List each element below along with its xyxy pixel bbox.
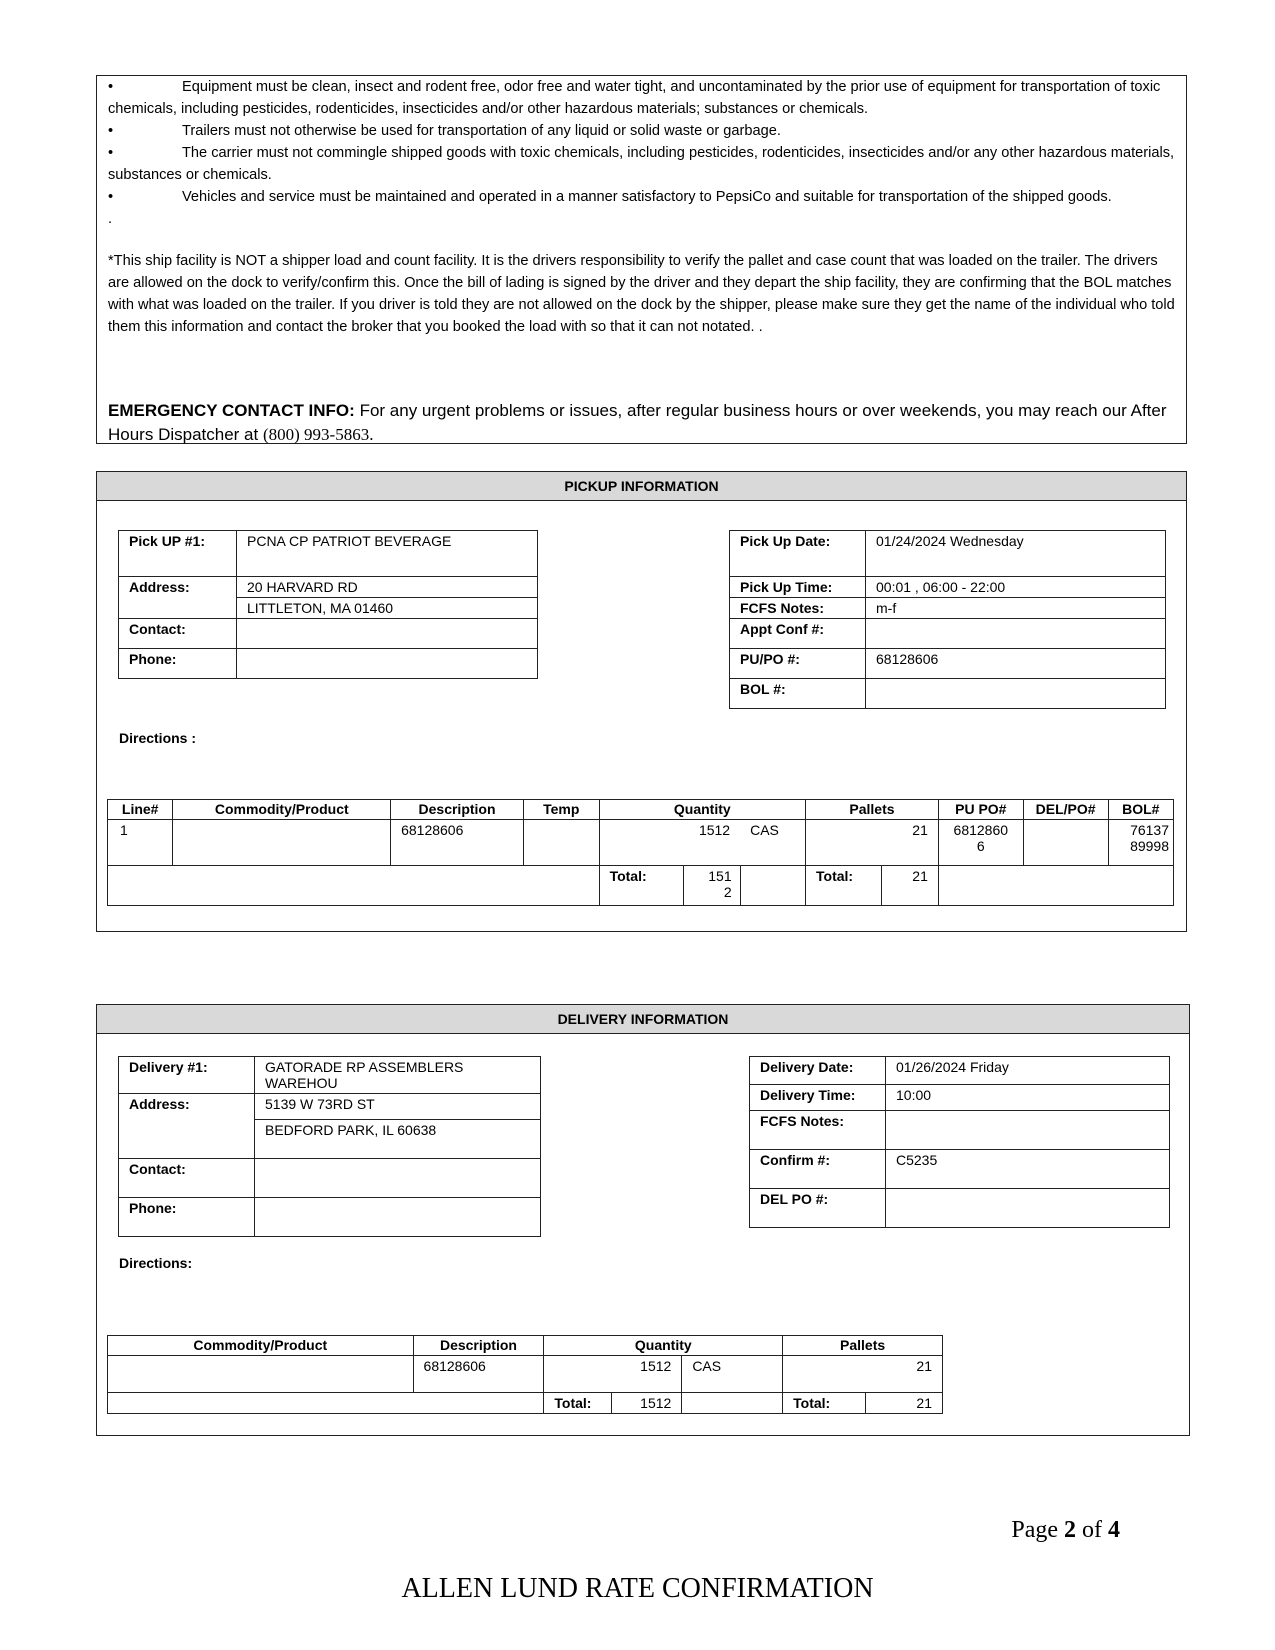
contact-label: Contact: (119, 619, 237, 649)
total-qty-value: 151 2 (684, 866, 740, 906)
pupo-label: PU/PO #: (730, 649, 866, 679)
bol-label: BOL #: (730, 679, 866, 709)
delivery-label: Delivery #1: (119, 1057, 255, 1094)
col-quantity: Quantity (544, 1336, 783, 1356)
cell-qty: 1512 (544, 1356, 682, 1393)
contact-value (237, 619, 538, 649)
terms-box (96, 75, 1187, 444)
bullet-text: Trailers must not otherwise be used for transportation of any liquid or solid waste or garbage. (182, 123, 781, 139)
terms-bullet: • Vehicles and service must be maintained and operated in a manner satisfactory to PepsiCo and suitable for transportation of the shipped goods. (108, 186, 1178, 208)
address-line1: 5139 W 73RD ST (255, 1094, 541, 1120)
total-qty-value: 1512 (612, 1393, 682, 1414)
phone-label: Phone: (119, 1198, 255, 1237)
pupo-value: 68128606 (866, 649, 1166, 679)
delpo-label: DEL PO #: (750, 1189, 886, 1228)
totals-row (108, 866, 1174, 906)
cell-description: 68128606 (391, 820, 524, 866)
terms-dot: . (108, 211, 113, 227)
pickup-label: Pick UP #1: (119, 531, 237, 577)
fcfs-value (886, 1111, 1170, 1150)
delivery-section (96, 1004, 1190, 1436)
total-qty-label: Total: (599, 866, 684, 906)
cell-pupo: 6812860 6 (938, 820, 1023, 866)
bullet-text: Equipment must be clean, insect and rodent free, odor free and water tight, and uncontaminated by the prior use of equipment for transportation of toxic chemicals, including pesticides, rodenticides, insecticides and/or other hazardous materials; substances or chemicals. (108, 79, 1161, 117)
col-pallets: Pallets (806, 800, 939, 820)
cell-line: 1 (108, 820, 173, 866)
bullet-text: Vehicles and service must be maintained and operated in a manner satisfactory to PepsiCo and suitable for transportation of the shipped goods. (182, 189, 1112, 205)
delivery-date-value: 01/26/2024 Friday (886, 1057, 1170, 1085)
delivery-schedule-table (749, 1056, 1170, 1228)
cell-unit: CAS (682, 1356, 783, 1393)
delivery-value: GATORADE RP ASSEMBLERS WAREHOU (255, 1057, 541, 1094)
pickup-info-table (118, 530, 538, 679)
fcfs-label: FCFS Notes: (730, 598, 866, 619)
terms-bullet: • Trailers must not otherwise be used for transportation of any liquid or solid waste or garbage. (108, 120, 1178, 142)
col-pupo: PU PO# (938, 800, 1023, 820)
cell-description: 68128606 (413, 1356, 544, 1393)
delivery-directions-label: Directions: (119, 1255, 193, 1271)
pickup-directions-label: Directions : (119, 730, 197, 746)
bol-value (866, 679, 1166, 709)
col-commodity: Commodity/Product (108, 1336, 414, 1356)
cell-commodity (108, 1356, 414, 1393)
totals-row (108, 1393, 943, 1414)
address-label: Address: (119, 1094, 255, 1120)
contact-value (255, 1159, 541, 1198)
terms-bullet: • Equipment must be clean, insect and rodent free, odor free and water tight, and uncontaminated by the prior use of equipment for transportation of toxic chemicals, including pesticides, rodenticides, insecticides and/or other hazardous materials; substances or chemicals. (108, 76, 1178, 120)
emergency-label: EMERGENCY CONTACT INFO: (108, 401, 355, 420)
phone-value (237, 649, 538, 679)
total-pallets-value: 21 (866, 1393, 943, 1414)
terms-bullet: • The carrier must not commingle shipped goods with toxic chemicals, including pesticides, rodenticides, insecticides and/or any other hazardous materials, substances or chemicals. (108, 142, 1178, 186)
table-row (108, 820, 1174, 866)
delivery-info-table (118, 1056, 541, 1237)
pickup-commodity-table (107, 799, 1174, 906)
col-delpo: DEL/PO# (1023, 800, 1108, 820)
document-title: ALLEN LUND RATE CONFIRMATION (401, 1573, 874, 1604)
appt-value (866, 619, 1166, 649)
emergency-phone: (800) 993-5863 (262, 425, 370, 444)
table-row (108, 1356, 943, 1393)
phone-label: Phone: (119, 649, 237, 679)
emergency-contact: EMERGENCY CONTACT INFO: For any urgent problems or issues, after regular business hours or over weekends, you may reach our After Hours Dispatcher at (800) 993-5863. (108, 401, 1167, 444)
total-qty-label: Total: (544, 1393, 612, 1414)
pickup-value: PCNA CP PATRIOT BEVERAGE (237, 531, 538, 577)
col-description: Description (391, 800, 524, 820)
pickup-time-label: Pick Up Time: (730, 577, 866, 598)
contact-label: Contact: (119, 1159, 255, 1198)
pickup-date-value: 01/24/2024 Wednesday (866, 531, 1166, 577)
col-bol: BOL# (1108, 800, 1173, 820)
fcfs-label: FCFS Notes: (750, 1111, 886, 1150)
total-pallets-label: Total: (783, 1393, 866, 1414)
cell-temp (523, 820, 599, 866)
confirm-label: Confirm #: (750, 1150, 886, 1189)
col-line: Line# (108, 800, 173, 820)
delivery-date-label: Delivery Date: (750, 1057, 886, 1085)
page-number: Page 2 of 4 (1011, 1517, 1120, 1543)
bullet-text: The carrier must not commingle shipped goods with toxic chemicals, including pesticides, rodenticides, insecticides and/or any other hazardous materials, substances or chemicals. (108, 145, 1175, 183)
col-pallets: Pallets (783, 1336, 943, 1356)
shipper-notice: *This ship facility is NOT a shipper load and count facility. It is the drivers responsibility to verify the pallet and case count that was loaded on the trailer. The drivers are allowed on the dock to verify/confirm this. Once the bill of lading is signed by the driver and they depart the ship facility, they are confirming that the BOL matches with what was loaded on the trailer. If you driver is told they are not allowed on the dock by the shipper, please make sure they get the name of the individual who told them this information and contact the broker that you booked the load with so that it can not notated. . (108, 253, 1175, 335)
phone-value (255, 1198, 541, 1237)
emergency-text: For any urgent problems or issues, after regular business hours or over weekends, you may reach our After Hours Dispatcher at (108, 401, 1167, 444)
fcfs-value: m-f (866, 598, 1166, 619)
pickup-schedule-table (729, 530, 1166, 709)
pickup-section (96, 471, 1187, 932)
address-line2: LITTLETON, MA 01460 (237, 598, 538, 619)
cell-qty: 1512 (599, 820, 740, 866)
delivery-time-label: Delivery Time: (750, 1085, 886, 1111)
total-pallets-value: 21 (881, 866, 938, 906)
address-line2: BEDFORD PARK, IL 60638 (255, 1120, 541, 1159)
col-commodity: Commodity/Product (173, 800, 391, 820)
pickup-time-value: 00:01 , 06:00 - 22:00 (866, 577, 1166, 598)
delivery-commodity-table (107, 1335, 943, 1414)
pickup-date-label: Pick Up Date: (730, 531, 866, 577)
total-pallets-label: Total: (806, 866, 882, 906)
cell-commodity (173, 820, 391, 866)
col-temp: Temp (523, 800, 599, 820)
appt-label: Appt Conf #: (730, 619, 866, 649)
cell-bol: 76137 89998 (1108, 820, 1173, 866)
address-line1: 20 HARVARD RD (237, 577, 538, 598)
delivery-header: DELIVERY INFORMATION (97, 1005, 1189, 1034)
cell-unit: CAS (740, 820, 805, 866)
confirm-value: C5235 (886, 1150, 1170, 1189)
pickup-header: PICKUP INFORMATION (97, 472, 1186, 501)
delpo-value (886, 1189, 1170, 1228)
col-description: Description (413, 1336, 544, 1356)
address-label: Address: (119, 577, 237, 598)
cell-pallets: 21 (783, 1356, 943, 1393)
cell-pallets: 21 (806, 820, 939, 866)
cell-delpo (1023, 820, 1108, 866)
delivery-time-value: 10:00 (886, 1085, 1170, 1111)
col-quantity: Quantity (599, 800, 805, 820)
